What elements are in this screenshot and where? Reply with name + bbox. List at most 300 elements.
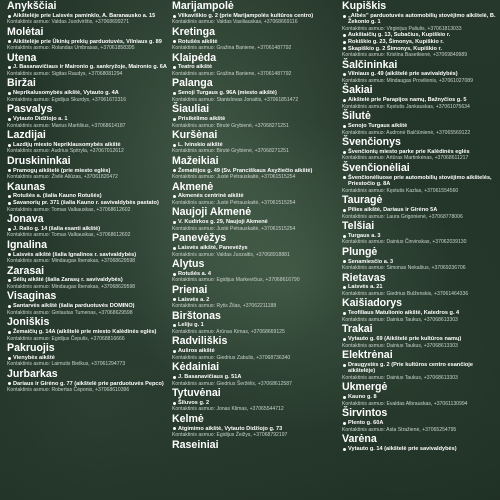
contact-person: Kontaktinis asmuo: Laura Grigonienė, +37068778006 xyxy=(342,213,463,220)
location-entry xyxy=(172,103,332,129)
address-text: Savanorių pr. 371 (šalia Kauno r. savivaldybės pastato) xyxy=(13,199,159,206)
address-line xyxy=(342,420,498,427)
bullet-icon xyxy=(173,15,176,18)
bullet-icon xyxy=(8,118,11,121)
address-line xyxy=(7,252,167,259)
bullet-icon xyxy=(8,66,11,69)
contact-person: Kontaktinis asmuo: Stanislovas Jonaitis, +37061851472 xyxy=(172,96,299,103)
bullet-icon xyxy=(173,195,176,198)
location-entry xyxy=(172,284,332,310)
bullet-icon xyxy=(8,202,11,205)
city-name: Tytuvėnai xyxy=(172,386,221,399)
address-text: Laisvės aikštė, Panevėžys xyxy=(178,244,248,251)
contact-person: Kontaktinis asmuo: Egidijus Žeižys, +37068792197 xyxy=(172,432,288,439)
city-name: Marijampolė xyxy=(172,0,234,12)
bullet-icon xyxy=(173,169,176,172)
column-left xyxy=(7,0,167,394)
address-line xyxy=(172,13,332,20)
location-entry xyxy=(7,181,167,213)
address-text: Plento g. 60A xyxy=(348,419,384,426)
bullet-icon xyxy=(8,40,11,43)
location-entry xyxy=(342,84,498,110)
location-entry xyxy=(342,32,498,58)
contact-person: Kontaktinis asmuo: Gražina Baniene, +37061487792 xyxy=(172,70,292,77)
city-name: Švenčionėliai xyxy=(342,161,410,174)
city-name: Elektrėnai xyxy=(342,348,393,361)
bullet-icon xyxy=(173,376,176,379)
contact-person: Kontaktinis asmuo: Audronė Balčiūnienė, +37065569122 xyxy=(342,129,471,136)
city-name: Tauragė xyxy=(342,194,383,207)
city-name: Kaunas xyxy=(7,180,46,193)
address-text: Vytauto g. 69 (Aikštelė prie kultūros namų) xyxy=(348,335,462,342)
address-text: Žemaitijos g. 49 (Sv. Pranciškaus Asyžiečio aikštė) xyxy=(178,167,313,174)
location-entry xyxy=(172,26,332,52)
contact-person: Kontaktinis asmuo: Dainius Taukus, +37068613303 xyxy=(342,316,458,323)
address-text: Laisvės aikštė (šalia Ignalinos r. savivaldybės) xyxy=(13,251,137,258)
location-entry xyxy=(172,310,332,336)
address-line xyxy=(342,46,498,53)
address-line xyxy=(7,200,167,207)
address-text: Rokiškio g. 23, Šimonys, Kupiškio r. xyxy=(348,38,444,45)
contact-person: Kontaktinis asmuo: Valdas Juozaitis, +37068918881 xyxy=(172,251,290,258)
location-entry xyxy=(172,232,332,258)
address-line xyxy=(172,348,332,355)
address-text: Laisvės a. 2 xyxy=(178,296,210,303)
location-entry xyxy=(342,59,498,85)
location-entry xyxy=(342,272,498,298)
contact-person: Kontaktinis asmuo: Evaldas Albrauskas, +37061130994 xyxy=(342,400,468,407)
location-entry xyxy=(172,258,332,284)
bullet-icon xyxy=(173,92,176,95)
city-name: Ukmergė xyxy=(342,381,388,394)
city-name: Švenčionys xyxy=(342,135,401,148)
bullet-icon xyxy=(8,279,11,282)
bullet-icon xyxy=(8,144,11,147)
city-name: Lazdijai xyxy=(7,128,46,141)
location-entry xyxy=(7,155,167,181)
contact-person: Kontaktinis asmuo: Kristina Basetkienė, +37069849989 xyxy=(342,52,468,59)
bullet-icon xyxy=(343,422,346,425)
address-text: Santarvės aikštė (šalia parduotuvės DOMINO) xyxy=(13,303,135,310)
city-name: Kaišiadorys xyxy=(342,297,403,310)
location-entry xyxy=(7,103,167,129)
contact-person: Kontaktinis asmuo: Arūnas Kimas, +37068669125 xyxy=(172,328,285,335)
address-text: Kauno g. 8 xyxy=(348,394,377,401)
bullet-icon xyxy=(173,273,176,276)
location-entry xyxy=(7,239,167,265)
address-line xyxy=(342,149,498,156)
contact-person: Kontaktinis asmuo: Tomas Valkauskas, +37068612602 xyxy=(7,232,131,239)
city-name: Panevėžys xyxy=(172,232,227,245)
location-entry xyxy=(172,155,332,181)
bullet-icon xyxy=(8,92,11,95)
address-line xyxy=(342,207,498,214)
contact-person: Kontaktinis asmuo: Tomas Valkauskas, +37068612602 xyxy=(7,206,131,213)
address-text: Skapiškio g. 2 Šimonys, Kupiškio r. xyxy=(348,45,442,52)
address-line xyxy=(342,32,498,39)
city-name: Utena xyxy=(7,51,37,64)
contact-person: Kontaktinis asmuo: Giedrius Šeržėlis, +37068612587 xyxy=(172,380,292,387)
location-entry xyxy=(342,407,498,433)
address-line xyxy=(172,193,332,200)
address-text: Turgaus a. 3 xyxy=(348,232,381,239)
bullet-icon xyxy=(173,118,176,121)
city-name: Kėdainiai xyxy=(172,361,220,374)
contact-person: Kontaktinis asmuo: Justė Petrauskaitė, +37061515254 xyxy=(172,225,296,232)
address-line xyxy=(172,400,332,407)
bullet-icon xyxy=(343,312,346,315)
bullet-icon xyxy=(8,331,11,334)
bullet-icon xyxy=(343,260,346,263)
contact-person: Kontaktinis asmuo: Rytis Žilas, +37062211188 xyxy=(172,303,277,310)
bullet-icon xyxy=(8,169,11,172)
address-text: Leliju g. 1 xyxy=(178,322,204,329)
address-text: Švenčionių miesto parke prie Kalėdinės eglės xyxy=(348,148,470,155)
city-name: Šiauliai xyxy=(172,103,210,116)
contact-person: Kontaktinis asmuo: Dainius Taukus, +37068613303 xyxy=(342,342,458,349)
address-text: Laisvės a. 21 xyxy=(348,284,383,291)
contact-person: Kontaktinis asmuo: Valdas Juodvirštis, +37068699271 xyxy=(7,19,130,26)
city-name: Pakruojis xyxy=(7,341,55,354)
contact-person: Kontaktinis asmuo: Marius Martišius, +37068614187 xyxy=(7,122,126,129)
contact-person: Kontaktinis asmuo: Artūras Martinkėnas, +37068611217 xyxy=(342,155,469,162)
contact-person: Kontaktinis asmuo: Kęstutis Kazlas, +37061554560 xyxy=(342,187,459,194)
contact-person: Kontaktinis asmuo: Birutė Grybienė, +37068271251 xyxy=(172,122,289,129)
bullet-icon xyxy=(173,221,176,224)
bullet-icon xyxy=(343,209,346,212)
city-name: Raseiniai xyxy=(172,438,219,451)
bullet-icon xyxy=(8,357,11,360)
bullet-icon xyxy=(8,253,11,256)
contact-person: Kontaktinis asmuo: Simonas Nekašius, +37069236706 xyxy=(342,265,466,272)
contact-person: Kontaktinis asmuo: Egidijus Skurdys, +37061672316 xyxy=(7,96,127,103)
address-line xyxy=(7,39,167,46)
bullet-icon xyxy=(343,364,346,367)
address-line xyxy=(7,303,167,310)
address-text: „Albės" parduotuvės automobilių stovėjimo aikštelė, B. Žekonio g. 1 xyxy=(348,12,496,26)
city-name: Varėna xyxy=(342,432,377,445)
address-text: Žemaičių g. 14A (aikštelė prie miesto Kalėdinės eglės) xyxy=(13,328,157,335)
address-line xyxy=(7,64,167,71)
location-entry xyxy=(7,52,167,78)
location-entry xyxy=(342,136,498,162)
address-line xyxy=(342,175,498,188)
address-text: Vienybės aikštė xyxy=(13,354,55,361)
contact-person: Kontaktinis asmuo: Giedrius Bulženskis, +37061464336 xyxy=(342,290,469,297)
city-name: Mažeikiai xyxy=(172,154,219,167)
address-text: Draugystės g. 2 (Prie kultūros centro esančioje aikštelėje) xyxy=(348,361,473,375)
address-text: Senoji Turgaus g. 96A (miesto aikštė) xyxy=(178,90,277,97)
contact-person: Kontaktinis asmuo: Egidijus Čepulis, +37068816666 xyxy=(7,335,125,342)
address-line xyxy=(7,226,167,233)
address-line xyxy=(342,13,498,26)
address-line xyxy=(172,322,332,329)
city-name: Prienai xyxy=(172,283,208,296)
bullet-icon xyxy=(173,40,176,43)
address-text: Aušros aikštė xyxy=(178,348,215,355)
city-name: Birštonas xyxy=(172,309,221,322)
location-entry xyxy=(7,265,167,291)
address-line xyxy=(7,277,167,284)
contact-person: Kontaktinis asmuo: Mindaugas Ibenskas, +37068629598 xyxy=(7,258,136,265)
address-line xyxy=(342,362,498,375)
address-line xyxy=(172,90,332,97)
address-line xyxy=(172,245,332,252)
address-line xyxy=(342,446,498,453)
location-entry xyxy=(342,433,498,452)
city-name: Šalčininkai xyxy=(342,58,398,71)
city-name: Kupiškis xyxy=(342,0,387,12)
bullet-icon xyxy=(343,176,346,179)
location-entry xyxy=(172,52,332,78)
address-text: Vytauto Didžiojo a. 1 xyxy=(13,115,68,122)
contact-person: Kontaktinis asmuo: Kęstutis Jankauskas, +37061075634 xyxy=(342,103,470,110)
location-entry xyxy=(172,335,332,361)
location-entry xyxy=(7,342,167,368)
address-line xyxy=(342,336,498,343)
address-line xyxy=(172,116,332,123)
city-name: Visaginas xyxy=(7,290,57,303)
address-text: V. Kudirkos g. 29, Naujoji Akmenė xyxy=(178,219,268,226)
contact-person: Kontaktinis asmuo: Sigitas Raudys, +37068081294 xyxy=(7,70,123,77)
location-entry xyxy=(172,413,332,439)
location-entry xyxy=(7,213,167,239)
bullet-icon xyxy=(173,66,176,69)
city-name: Klaipėda xyxy=(172,51,217,64)
address-line xyxy=(342,39,498,46)
city-name: Širvintos xyxy=(342,407,388,420)
contact-person: Kontaktinis asmuo: Justė Petrauskaitė, +37061515254 xyxy=(172,199,296,206)
address-line xyxy=(7,13,167,20)
address-line xyxy=(7,355,167,362)
bullet-icon xyxy=(173,427,176,430)
bullet-icon xyxy=(343,286,346,289)
city-name: Plungė xyxy=(342,245,378,258)
address-line xyxy=(172,168,332,175)
city-name: Biržai xyxy=(7,77,36,90)
address-line xyxy=(342,123,498,130)
city-name: Pasvalys xyxy=(7,103,53,116)
address-text: Lazdijų miesto Nepriklausomybės aikštė xyxy=(13,141,121,148)
address-text: J. Ralio g. 14 (šalia esanti aikštė) xyxy=(13,225,101,232)
city-name: Trakai xyxy=(342,323,373,336)
address-line xyxy=(7,116,167,123)
bullet-icon xyxy=(173,324,176,327)
bullet-icon xyxy=(8,195,11,198)
location-entry xyxy=(7,316,167,342)
address-text: Rotušės aikštė xyxy=(178,38,218,45)
contact-person: Kontaktinis asmuo: Virginijus Paliulis, +37061813033 xyxy=(342,25,462,32)
address-line xyxy=(172,219,332,226)
location-entry xyxy=(342,162,498,194)
bullet-icon xyxy=(343,338,346,341)
contact-person: Kontaktinis asmuo: Dainius Činvinskas, +37062039130 xyxy=(342,239,467,246)
address-text: Prisikėlimo aikštė xyxy=(178,115,226,122)
location-entry xyxy=(7,77,167,103)
address-text: Aikštelė prie Parapijos namų, Bažnyčios g. 5 xyxy=(348,97,467,104)
bullet-icon xyxy=(343,125,346,128)
location-entry xyxy=(172,206,332,232)
address-line xyxy=(342,310,498,317)
address-text: Senojo Turgaus aikštė xyxy=(348,122,408,129)
contact-person: Kontaktinis asmuo: Jonas Klimas, +37065544712 xyxy=(172,406,284,413)
location-entry xyxy=(342,381,498,407)
address-text: Akmenės centrinė aikštė xyxy=(178,193,244,200)
city-name: Anykščiai xyxy=(7,0,57,12)
address-line xyxy=(342,259,498,266)
city-name: Šakiai xyxy=(342,84,373,97)
location-entry xyxy=(342,297,498,323)
contact-person: Kontaktinis asmuo: Birutė Grybienė, +37068271251 xyxy=(172,148,289,155)
address-text: Vilniaus g. 49 (aikštelė prie savivaldybės) xyxy=(348,71,458,78)
address-text: Teatro aikštė xyxy=(178,64,213,71)
address-text: Aukštaičių g. 13, Subačius, Kupiškio r. xyxy=(348,32,451,39)
address-text: Pilies aikštė, Dariaus ir Girėno 5A xyxy=(348,206,438,213)
address-text: Senamiesčio a. 3 xyxy=(348,258,394,265)
contact-person: Kontaktinis asmuo: Rolandas Umbrasas, +37061858395 xyxy=(7,45,135,52)
location-entry xyxy=(172,0,332,26)
city-name: Palanga xyxy=(172,77,213,90)
bullet-icon xyxy=(8,382,11,385)
location-entry xyxy=(7,368,167,394)
column-right xyxy=(342,0,498,452)
address-text: J. Basanavičiaus g. 51A xyxy=(178,373,242,380)
city-name: Alytus xyxy=(172,257,205,270)
contact-person: Kontaktinis asmuo: Gražina Baniene, +37061487792 xyxy=(172,45,292,52)
address-text: Rotušės a. (šalia Kauno Rotušės) xyxy=(13,193,102,200)
contact-person: Kontaktinis asmuo: Giedrius Zabulis, +37068736340 xyxy=(172,354,291,361)
bullet-icon xyxy=(173,298,176,301)
address-text: Pramogų aikštelė (prie miesto eglės) xyxy=(13,167,111,174)
contact-person: Kontaktinis asmuo: Mindaugas Ibenskas, +37068629598 xyxy=(7,283,136,290)
location-entry xyxy=(342,0,498,32)
location-entry xyxy=(7,129,167,155)
location-entry xyxy=(342,220,498,246)
location-entry xyxy=(342,323,498,349)
address-line xyxy=(172,142,332,149)
bullet-icon xyxy=(173,350,176,353)
address-text: Aikštelėje prie Laisvės paminklo, A. Baranausko a. 15 xyxy=(13,12,156,19)
bullet-icon xyxy=(8,228,11,231)
city-name: Kelmė xyxy=(172,412,204,425)
address-line xyxy=(172,64,332,71)
location-entry xyxy=(172,361,332,387)
contact-person: Kontaktinis asmuo: Audrius Spitryla, +37067012612 xyxy=(7,148,124,155)
address-line xyxy=(7,329,167,336)
city-name: Rietavas xyxy=(342,271,386,284)
address-text: Rotušės a. 4 xyxy=(178,270,211,277)
contact-person: Kontaktinis asmuo: Asta Stražienė, +37065254795 xyxy=(342,426,457,433)
location-entry xyxy=(342,110,498,136)
location-entry xyxy=(172,77,332,103)
address-text: Atgimimo aikštė, Vytauto Didžiojo g. 73 xyxy=(178,425,283,432)
address-line xyxy=(7,142,167,149)
bullet-icon xyxy=(173,144,176,147)
city-name: Jurbarkas xyxy=(7,367,58,380)
location-entry xyxy=(342,349,498,381)
column-middle xyxy=(172,0,332,451)
address-line xyxy=(172,271,332,278)
address-text: Vytauto g. 14 (aikštelė prie savivaldybės) xyxy=(348,445,457,452)
bullet-icon xyxy=(8,305,11,308)
bullet-icon xyxy=(8,15,11,18)
city-name: Akmenė xyxy=(172,180,214,193)
address-line xyxy=(172,374,332,381)
bullet-icon xyxy=(343,73,346,76)
address-text: Šiluvos g. 2 xyxy=(178,399,210,406)
address-text: L. Ivinskio aikštė xyxy=(178,141,223,148)
contact-person: Kontaktinis asmuo: Mindaugas Provilionis, +37061027089 xyxy=(342,77,473,84)
address-line xyxy=(7,90,167,97)
address-line xyxy=(342,71,498,78)
location-entry xyxy=(342,194,498,220)
city-name: Joniškis xyxy=(7,316,50,329)
bullet-icon xyxy=(343,235,346,238)
bullet-icon xyxy=(343,15,346,18)
bullet-icon xyxy=(343,34,346,37)
city-name: Kretinga xyxy=(172,25,215,38)
address-text: Vilkaviškio g. 2 (prie Marijampolės kultūros centro) xyxy=(178,12,314,19)
location-entry xyxy=(342,246,498,272)
bullet-icon xyxy=(343,47,346,50)
contact-person: Kontaktinis asmuo: Egidijus Markevičius, +37068616790 xyxy=(172,277,300,284)
city-name: Molėtai xyxy=(7,25,44,38)
address-line xyxy=(342,97,498,104)
city-name: Jonava xyxy=(7,212,44,225)
address-text: Teofiliaus Matulionio aikštė, Katedros g. 4 xyxy=(348,310,460,317)
address-text: Neprikalusomybės aikštė, Vytauto g. 4A xyxy=(13,90,119,97)
city-name: Kuršėnai xyxy=(172,128,218,141)
bullet-icon xyxy=(173,247,176,250)
address-text: J. Basanavičiaus ir Maironio g. sankryžoje, Maironio g. 6A xyxy=(13,64,167,71)
location-entry xyxy=(172,387,332,413)
city-name: Ignalina xyxy=(7,238,48,251)
location-entry xyxy=(7,26,167,52)
city-name: Šilutė xyxy=(342,110,371,123)
bullet-icon xyxy=(343,151,346,154)
location-entry xyxy=(172,129,332,155)
contact-person: Kontaktinis asmuo: Živilė Aliūzas, +37061820472 xyxy=(7,174,118,181)
location-entry xyxy=(172,439,332,452)
address-line xyxy=(7,193,167,200)
address-line xyxy=(342,394,498,401)
bullet-icon xyxy=(343,396,346,399)
address-line xyxy=(342,284,498,291)
bullet-icon xyxy=(343,448,346,451)
contact-person: Kontaktinis asmuo: Dainius Taukus, +37068613303 xyxy=(342,374,458,381)
contact-person: Kontaktinis asmuo: Robertas Čėponis, +37068610396 xyxy=(7,387,130,394)
city-name: Druskininkai xyxy=(7,154,71,167)
contact-person: Kontaktinis asmuo: Laimutis Bielkus, +37061294773 xyxy=(7,361,126,368)
city-name: Zarasai xyxy=(7,264,45,277)
location-entry xyxy=(7,0,167,26)
city-name: Radviliškis xyxy=(172,335,228,348)
address-line xyxy=(172,39,332,46)
address-text: Dariaus ir Girėno g. 77 (aikštelė prie parduotuvės Pepco) xyxy=(13,380,164,387)
location-entry xyxy=(172,181,332,207)
contact-person: Kontaktinis asmuo: Justė Petrauskaitė, +37061515254 xyxy=(172,174,296,181)
address-text: Aikštelėje prie Ūkinių prekių parduotuvės, Vilniaus g. 89 xyxy=(13,38,162,45)
address-text: Sėlių aikštė (šalia Zarasų r. savivaldybės) xyxy=(13,277,123,284)
bullet-icon xyxy=(343,41,346,44)
contact-person: Kontaktinis asmuo: Gintautas Tumenas, +37068629598 xyxy=(7,309,133,316)
location-entry xyxy=(7,290,167,316)
contact-person: Kontaktinis asmuo: Valdas Vasiliauskas, +37068669116 xyxy=(172,19,298,26)
address-text: Švenčionėliuose prie automobilių stovėjimo aikštelės, Priestočio g. 8A xyxy=(348,174,492,188)
city-name: Naujoji Akmenė xyxy=(172,206,252,219)
bullet-icon xyxy=(173,402,176,405)
city-name: Telšiai xyxy=(342,219,375,232)
